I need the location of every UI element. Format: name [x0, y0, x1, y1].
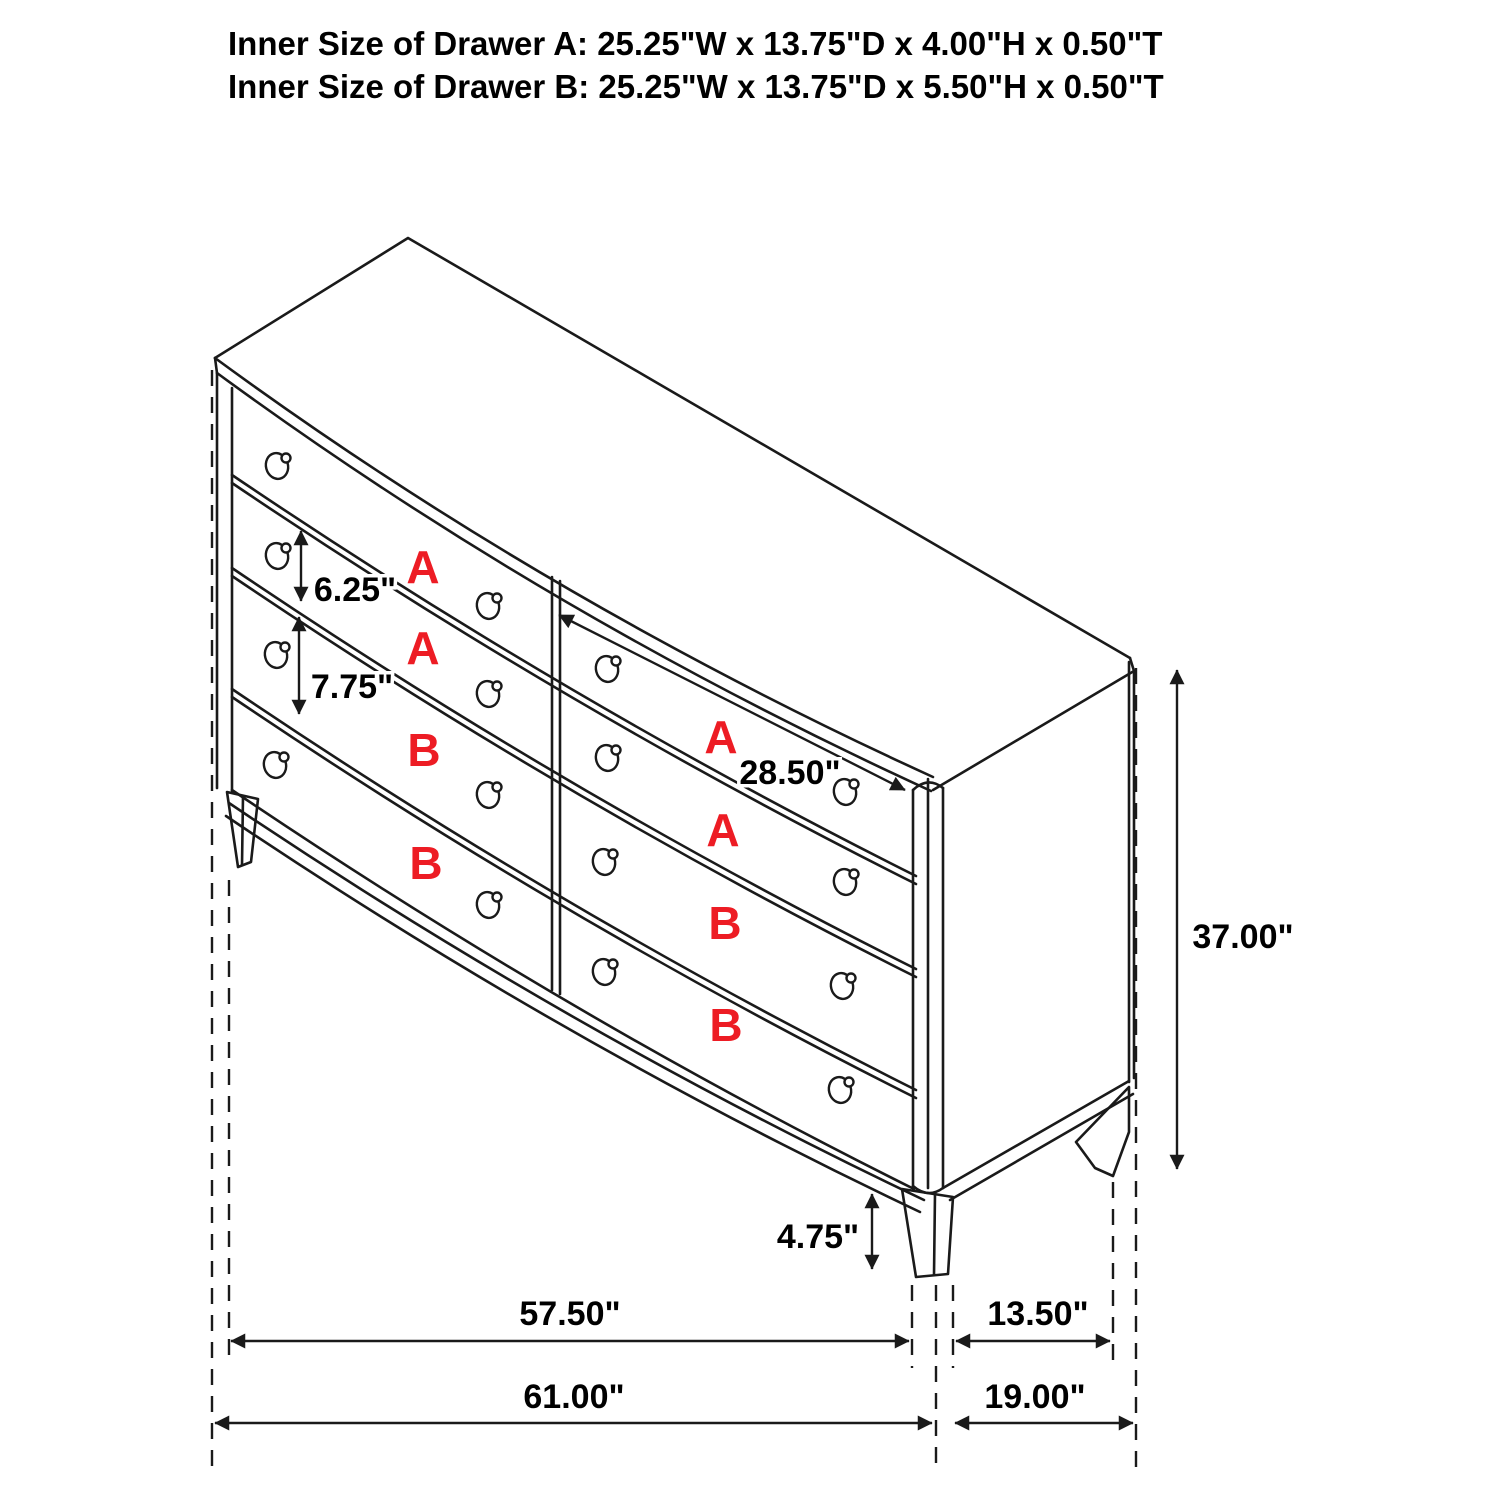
drawer-knob-icon: [261, 750, 289, 781]
drawer-label-left-a1: A: [406, 541, 440, 593]
title-line-2: Inner Size of Drawer B: 25.25"W x 13.75"D x 5.50"H x 0.50"T: [228, 68, 1164, 105]
side-panel-bottom-rail: [943, 1081, 1133, 1200]
drawer-knob-icon: [263, 541, 291, 572]
top-face: [215, 238, 1134, 791]
drawer-knob-icon: [593, 743, 621, 774]
drawer-knob-icon: [828, 971, 856, 1002]
drawer-label-right-b2: B: [709, 999, 743, 1051]
label-overall-width: 61.00": [523, 1378, 625, 1416]
title-line-1: Inner Size of Drawer A: 25.25"W x 13.75"D x 4.00"H x 0.50"T: [228, 25, 1163, 62]
label-front-leg-span: 57.50": [519, 1295, 621, 1333]
drawer-knob-icon: [262, 640, 290, 671]
dimension-lines: [215, 531, 1177, 1423]
drawer-label-left-b1: B: [407, 724, 441, 776]
drawer-column-divider: [552, 577, 560, 994]
drawer-label-left-a2: A: [406, 622, 440, 674]
front-left-corner-post: [217, 373, 232, 792]
drawer-knob-icon: [593, 654, 621, 685]
drawer-knob-icon: [474, 591, 502, 622]
drawer-label-right-a1: A: [704, 711, 738, 763]
label-drawer-a-height: 6.25": [313, 571, 397, 609]
label-side-leg-span: 13.50": [987, 1295, 1089, 1333]
drawer-knob-icon: [826, 1075, 854, 1106]
drawer-knob-icon: [590, 847, 618, 878]
label-overall-depth: 19.00": [984, 1378, 1086, 1416]
drawer-knob-icon: [263, 451, 291, 482]
front-right-leg: [902, 1189, 953, 1277]
drawer-knob-icon: [590, 957, 618, 988]
drawer-knob-icon: [831, 867, 859, 898]
drawer-knob-icon: [474, 780, 502, 811]
front-right-corner-post: [913, 779, 943, 1193]
bottom-rail: [226, 790, 924, 1212]
label-overall-height: 37.00": [1192, 918, 1294, 956]
drawer-label-left-b2: B: [409, 837, 443, 889]
drawer-label-right-b1: B: [708, 897, 742, 949]
label-leg-height: 4.75": [776, 1218, 860, 1256]
drawer-knob-icon: [474, 679, 502, 710]
drawer-knob-icon: [474, 890, 502, 921]
label-drawer-width: 28.50": [739, 754, 841, 792]
label-drawer-b-height: 7.75": [310, 668, 394, 706]
drawer-label-right-a2: A: [706, 804, 740, 856]
back-right-edge: [1129, 662, 1134, 1082]
